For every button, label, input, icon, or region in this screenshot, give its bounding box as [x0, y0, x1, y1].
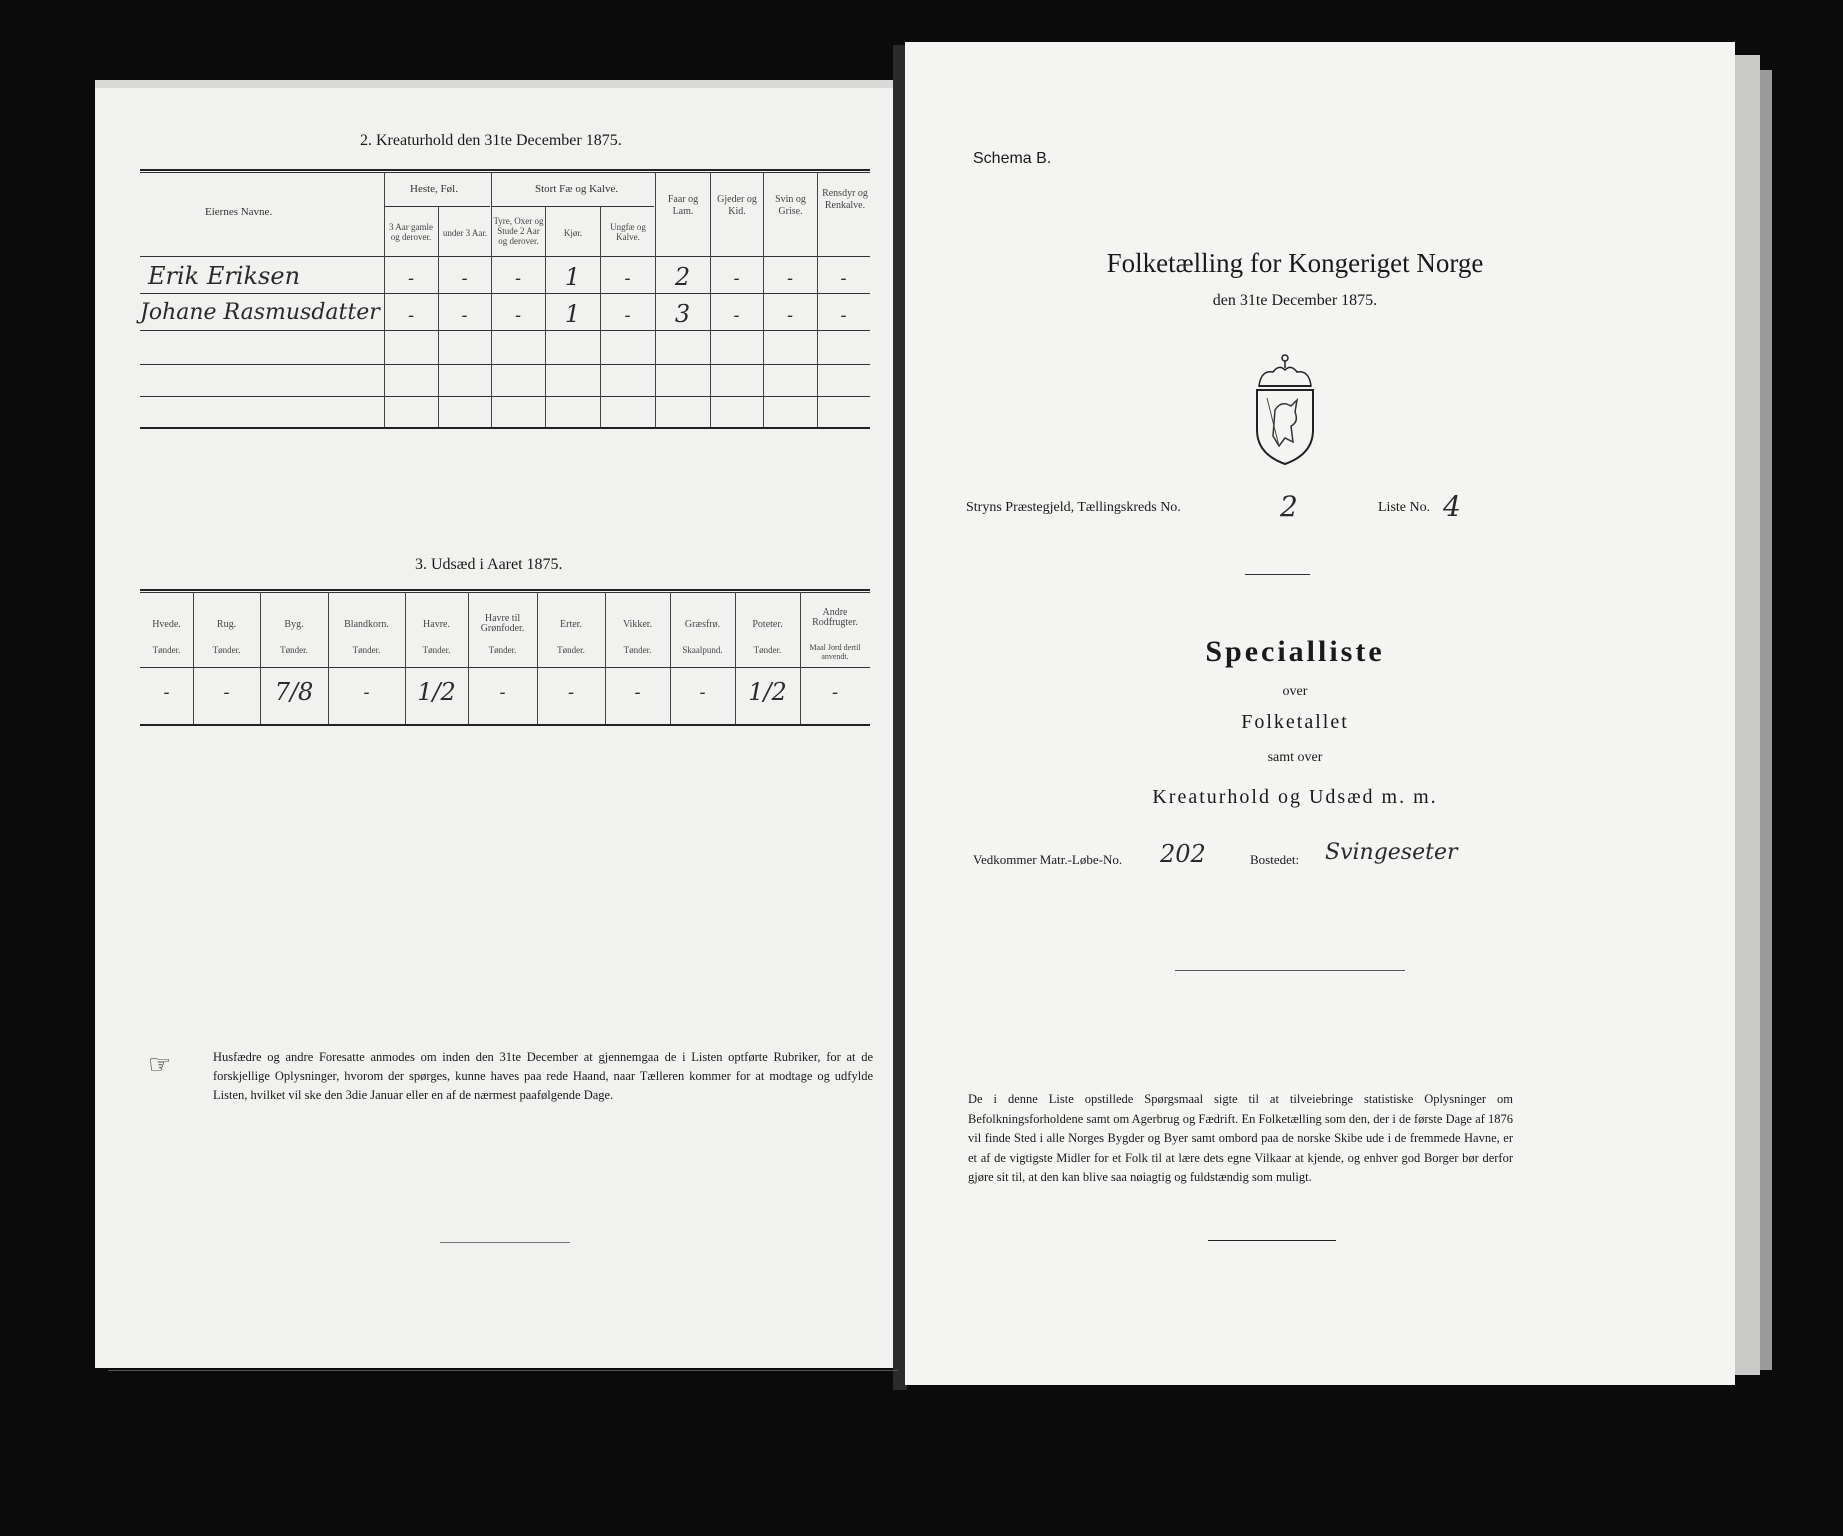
- parish-label: Stryns Præstegjeld, Tællingskreds No.: [966, 500, 1181, 515]
- table-rule: [140, 364, 870, 365]
- table-col-line: [328, 592, 329, 724]
- sow-unit: Maal Jord dertil anvendt.: [809, 643, 861, 661]
- cell-value: -: [407, 268, 415, 289]
- sow-header: Andre Rodfrugter.: [812, 607, 858, 628]
- divider: [1208, 1240, 1336, 1241]
- owner-name: Erik Eriksen: [148, 262, 301, 290]
- bosted-label: Bostedet:: [1250, 852, 1300, 867]
- sow-value: -: [223, 682, 230, 703]
- sow-value: -: [363, 682, 370, 703]
- owner-name: Johane Rasmusdatter: [140, 300, 380, 325]
- sub-horses-under3: under 3 Aar.: [442, 228, 488, 238]
- sow-unit: Tønder.: [422, 645, 451, 655]
- bosted-value: Svingeseter: [1325, 840, 1458, 865]
- sow-header: Erter.: [560, 619, 582, 630]
- sow-value: -: [699, 682, 706, 703]
- title-date: den 31te December 1875.: [1212, 292, 1378, 309]
- info-text: De i denne Liste opstillede Spørgsmaal sigte til at tilveiebringe statistiske Oplysninger om Befolkningsforholdene samt om Agerbrug og Fædrift. En Folketælling som den, der i de første Dage af 1876 vil finde Sted i alle Norges Bygder og Byer samt ombord paa de norske Skibe ude i de fremmede Havne, er et af de vigtigste Midler for et Folk til at lære dets egne Vilkaar at kjende, og enhver god Borger bør derfor gjøre sit til, at den kan blive saa nøiagtig og fuldstændig som muligt.: [968, 1092, 1513, 1184]
- col-sheep: Faar og Lam.: [667, 194, 699, 217]
- schema-label: Schema B.: [973, 150, 1052, 167]
- livestock-sowing-heading: Kreaturhold og Udsæd m. m.: [1152, 786, 1438, 808]
- table-col-line: [384, 172, 385, 427]
- samt-over-text: samt over: [1267, 750, 1323, 765]
- divider: [1245, 574, 1310, 575]
- page-edge-dark: [1760, 70, 1772, 1370]
- table-rule: [140, 172, 870, 173]
- table-rule: [492, 206, 654, 207]
- sow-unit: Tønder.: [557, 645, 585, 655]
- cell-value: -: [733, 305, 740, 326]
- cell-value: -: [840, 268, 847, 289]
- table-rule: [140, 667, 870, 668]
- table-rule: [140, 256, 870, 257]
- over-text: over: [1282, 684, 1308, 699]
- sow-header: Vikker.: [622, 619, 653, 630]
- sow-value: -: [634, 682, 641, 703]
- special-list-title: Specialliste: [1205, 635, 1385, 668]
- cell-value: -: [786, 305, 794, 326]
- sow-unit: Tønder.: [280, 645, 308, 655]
- sow-value: -: [163, 682, 170, 703]
- sow-unit: Tønder.: [212, 645, 241, 655]
- table-col-line: [710, 172, 711, 427]
- sow-unit: Tønder.: [352, 645, 381, 655]
- sow-header: Poteter.: [752, 619, 783, 630]
- page-bottom-rule: [108, 1370, 898, 1371]
- sowing-title: 3. Udsæd i Aaret 1875.: [415, 556, 563, 573]
- cell-value: -: [461, 268, 468, 289]
- page-edge: [1735, 55, 1760, 1375]
- sow-unit: Tønder.: [753, 645, 782, 655]
- divider: [1175, 970, 1405, 971]
- main-title: Folketælling for Kongeriget Norge: [1106, 248, 1484, 278]
- cell-value: -: [624, 305, 631, 326]
- sow-header: Hvede.: [152, 619, 181, 630]
- pointing-hand-icon: ☞: [148, 1050, 172, 1079]
- sow-value: -: [831, 682, 839, 703]
- sow-header: Havre.: [423, 619, 450, 630]
- sub-cows: Kjør.: [563, 228, 583, 238]
- col-pigs: Svin og Grise.: [775, 194, 806, 217]
- table-rule: [140, 589, 870, 591]
- sow-value: -: [499, 682, 506, 703]
- sow-value: 1/2: [417, 678, 456, 706]
- sow-value: -: [567, 682, 575, 703]
- table-col-line: [763, 172, 764, 427]
- cell-value: 1: [564, 263, 581, 291]
- table-col-line: [491, 172, 492, 427]
- cell-value: 2: [674, 263, 691, 291]
- table-rule: [140, 293, 870, 294]
- cell-value: -: [733, 268, 740, 289]
- divider: [440, 1242, 570, 1243]
- cell-value: -: [461, 305, 468, 326]
- table-rule: [140, 592, 870, 593]
- cattle-header: Stort Fæ og Kalve.: [535, 183, 619, 195]
- table-col-line: [817, 172, 818, 427]
- folketallet: Folketallet: [1241, 711, 1349, 733]
- livestock-title: 2. Kreaturhold den 31te December 1875.: [360, 132, 622, 149]
- sow-header: Græsfrø.: [684, 619, 721, 630]
- cell-value: -: [514, 268, 522, 289]
- table-rule: [140, 427, 870, 429]
- sow-header: Byg.: [284, 619, 304, 630]
- notice-text: Husfædre og andre Foresatte anmodes om inden den 31te December at gjennemgaa de i Listen optførte Rubriker, for at de forskjellige Oplysninger, hvorom der spørges, kunne haves paa rede Haand, naar Tælleren kommer for at modtage og udfylde Listen, hvilket vil ske den 3die Januar eller en af de nærmest paafølgende Dage.: [213, 1050, 873, 1102]
- col-reindeer: Rensdyr og Renkalve.: [822, 188, 868, 211]
- sow-header: Blandkorn.: [344, 619, 389, 630]
- sub-young: Ungfæ og Kalve.: [610, 222, 646, 242]
- cell-value: 1: [564, 300, 581, 328]
- table-col-line: [537, 592, 538, 724]
- sow-value: 1/2: [748, 678, 787, 706]
- table-rule: [140, 330, 870, 331]
- list-number: 4: [1443, 490, 1461, 523]
- list-label: Liste No.: [1378, 500, 1431, 515]
- sow-unit: Tønder.: [488, 645, 517, 655]
- sub-horses-3: 3 Aar gamle og derover.: [389, 222, 433, 242]
- coat-of-arms-icon: [1245, 350, 1325, 468]
- sow-unit: Tønder.: [623, 645, 652, 655]
- sow-header: Rug.: [216, 619, 237, 630]
- table-col-line: [468, 592, 469, 724]
- cell-value: -: [514, 305, 522, 326]
- cell-value: 3: [674, 300, 691, 328]
- sow-value: 7/8: [274, 678, 314, 706]
- matr-label: Vedkommer Matr.-Løbe-No.: [973, 852, 1123, 867]
- sow-header: Havre til Grønfoder.: [480, 613, 525, 634]
- table-rule: [140, 724, 870, 726]
- table-col-line: [605, 592, 606, 724]
- matr-number: 202: [1160, 840, 1206, 868]
- cell-value: -: [840, 305, 847, 326]
- sow-unit: Skaalpund.: [682, 645, 723, 655]
- horses-header: Heste, Føl.: [410, 183, 458, 195]
- owners-header: Eiernes Navne.: [205, 206, 273, 218]
- cell-value: -: [624, 268, 631, 289]
- cell-value: -: [786, 268, 794, 289]
- table-col-line: [670, 592, 671, 724]
- table-rule: [140, 396, 870, 397]
- sow-unit: Tønder.: [152, 645, 181, 655]
- col-goats: Gjeder og Kid.: [717, 194, 757, 217]
- table-rule: [140, 169, 870, 171]
- table-col-line: [193, 592, 194, 724]
- cell-value: -: [407, 305, 415, 326]
- district-number: 2: [1280, 490, 1298, 523]
- sub-bulls: Tyre, Oxer og Stude 2 Aar og derover.: [493, 216, 544, 246]
